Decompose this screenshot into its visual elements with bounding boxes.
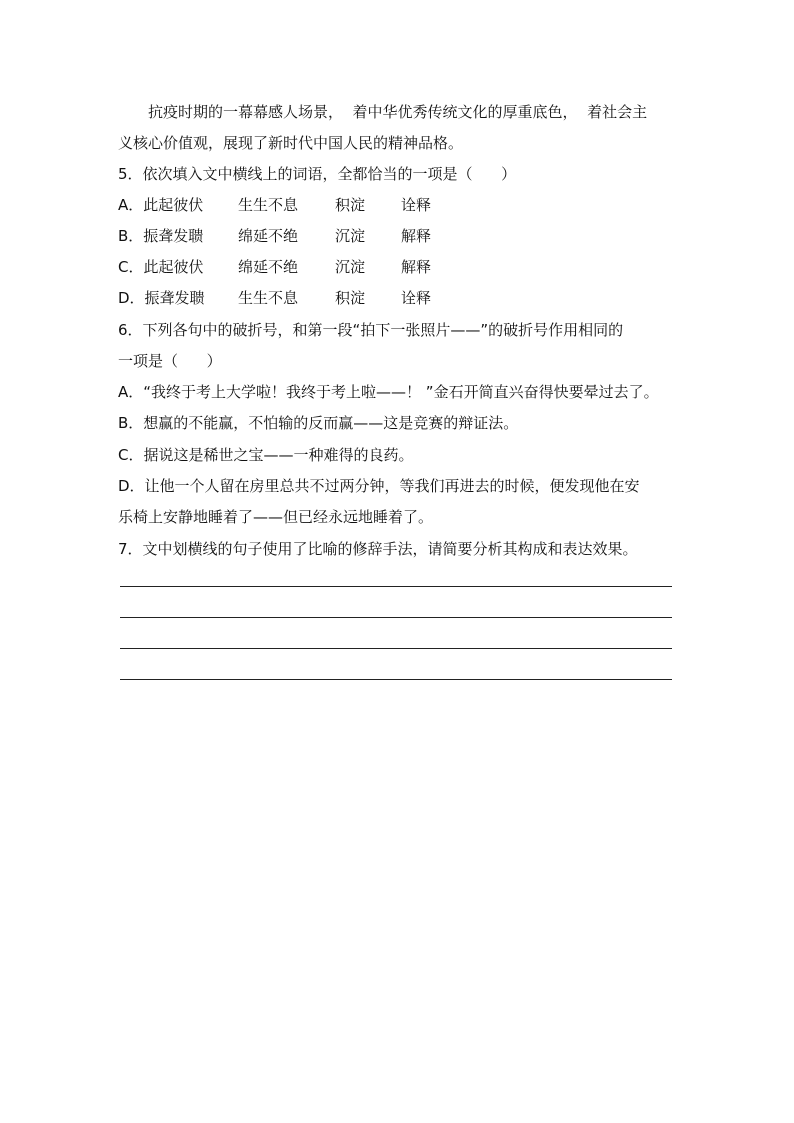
option-label: C．此起彼伏 [118,258,204,276]
question-6-option-c: C．据说这是稀世之宝——一种难得的良药。 [118,446,414,464]
question-5-stem: 5．依次填入文中横线上的词语，全都恰当的一项是（ ） [118,165,517,183]
question-6-option-d-line-1: D．让他一个人留在房里总共不过两分钟，等我们再进去的时候，便发现他在安 [118,477,640,495]
option-word-4: 解释 [401,258,432,276]
option-word-2: 绵延不绝 [238,258,299,276]
answer-line [120,617,672,618]
option-label: A．此起彼伏 [118,196,204,214]
passage-line-1: 抗疫时期的一幕幕感人场景， 着中华优秀传统文化的厚重底色， 着社会主 [148,103,648,121]
question-6-option-b: B．想赢的不能赢，不怕输的反而赢——这是竞赛的辩证法。 [118,414,519,432]
question-6-stem-line-2: 一项是（ ） [118,352,222,370]
question-6-option-a: A．“我终于考上大学啦！我终于考上啦——！ ”金石开简直兴奋得快要晕过去了。 [118,383,659,401]
option-label: D．振聋发聩 [118,289,205,307]
option-word-2: 生生不息 [238,196,299,214]
option-word-4: 解释 [401,227,432,245]
question-6-option-d-line-2: 乐椅上安静地睡着了——但已经永远地睡着了。 [118,508,434,526]
question-5-option-d [118,288,432,308]
option-word-3: 积淀 [335,196,366,214]
option-label: B．振聋发聩 [118,227,204,245]
question-6-stem-line-1: 6．下列各句中的破折号，和第一段“拍下一张照片——”的破折号作用相同的 [118,321,624,339]
option-word-3: 积淀 [335,289,366,307]
option-word-4: 诠释 [401,289,432,307]
question-7-stem: 7．文中划横线的句子使用了比喻的修辞手法，请简要分析其构成和表达效果。 [118,540,638,558]
answer-line [120,679,672,680]
option-word-4: 诠释 [401,196,432,214]
answer-line [120,648,672,649]
answer-line [120,586,672,587]
question-5-option-a [118,195,432,215]
option-word-2: 生生不息 [238,289,299,307]
option-word-2: 绵延不绝 [238,227,299,245]
passage-line-2: 义核心价值观，展现了新时代中国人民的精神品格。 [118,134,464,152]
question-5-option-c [118,257,432,277]
question-5-option-b [118,226,432,246]
option-word-3: 沉淀 [335,258,366,276]
option-word-3: 沉淀 [335,227,366,245]
